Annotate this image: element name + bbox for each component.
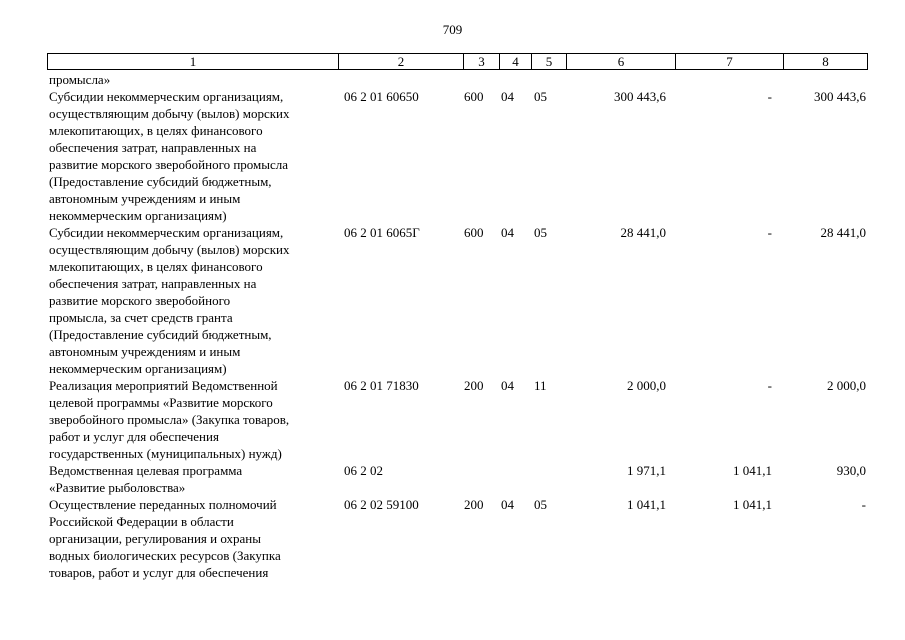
column-header-2: 2 xyxy=(339,54,464,70)
row-col6: 1 971,1 xyxy=(627,463,666,478)
row-col8: 2 000,0 xyxy=(827,378,866,393)
row-name: Субсидии некоммерческим организациям, осуществляющим добычу (вылов) морских млекопитающих, в целях финансового обеспечения затрат, направленных на развитие морского зверобойного промысла (Предоставление субсидий бюджетным, автономным учреждениям и иным некоммерческим организациям) xyxy=(49,89,290,223)
row-rz: 04 xyxy=(501,497,514,512)
row-name: Реализация мероприятий Ведомственной целевой программы «Развитие морского зверобойного промысла» (Закупка товаров, работ и услуг для обеспечения государственных (муниципальных) нужд) xyxy=(49,378,290,461)
table-row xyxy=(48,88,868,224)
column-header-row xyxy=(48,54,868,70)
column-header-3: 3 xyxy=(464,54,500,70)
table-row xyxy=(48,462,868,496)
column-header-1: 1 xyxy=(48,54,339,70)
row-pr: 05 xyxy=(534,225,547,240)
column-header-4: 4 xyxy=(500,54,532,70)
row-col7: - xyxy=(767,378,772,393)
row-vr: 600 xyxy=(464,89,484,104)
row-vr: 200 xyxy=(464,497,484,512)
row-code: 06 2 01 71830 xyxy=(344,378,419,393)
table-row xyxy=(48,496,868,581)
row-name: Ведомственная целевая программа «Развитие рыболовства» xyxy=(49,463,243,495)
table-body xyxy=(48,71,868,581)
column-header-7: 7 xyxy=(676,54,784,70)
row-pr: 11 xyxy=(534,378,547,393)
table-row xyxy=(48,377,868,462)
row-col6: 1 041,1 xyxy=(627,497,666,512)
row-pr: 05 xyxy=(534,497,547,512)
row-rz: 04 xyxy=(501,378,514,393)
row-col7: - xyxy=(767,89,772,104)
row-col8: 28 441,0 xyxy=(820,225,866,240)
row-col8: 300 443,6 xyxy=(814,89,866,104)
row-name: Субсидии некоммерческим организациям, осуществляющим добычу (вылов) морских млекопитающих, в целях финансового обеспечения затрат, направленных на развитие морского зверобойного промысла, за счет средств гранта (Предоставление субсидий бюджетным, автономным учреждениям и иным некоммерческим организациям) xyxy=(49,225,290,376)
page-number: 709 xyxy=(442,22,463,37)
table-row xyxy=(48,71,868,88)
column-header-6: 6 xyxy=(567,54,676,70)
row-vr: 200 xyxy=(464,378,484,393)
row-col7: 1 041,1 xyxy=(733,497,772,512)
row-vr: 600 xyxy=(464,225,484,240)
table-row xyxy=(48,224,868,377)
row-code: 06 2 02 59100 xyxy=(344,497,419,512)
row-code: 06 2 01 6065Г xyxy=(344,225,420,240)
row-name: промысла» xyxy=(49,72,111,87)
row-rz: 04 xyxy=(501,89,514,104)
row-col8: 930,0 xyxy=(836,463,866,478)
row-code: 06 2 02 xyxy=(344,463,383,478)
column-header-table xyxy=(47,53,868,70)
row-name: Осуществление переданных полномочий Российской Федерации в области организации, регулирования и охраны водных биологических ресурсов (Закупка товаров, работ и услуг для обеспечения xyxy=(49,497,281,580)
row-pr: 05 xyxy=(534,89,547,104)
row-col6: 28 441,0 xyxy=(620,225,666,240)
row-col7: 1 041,1 xyxy=(733,463,772,478)
column-header-8: 8 xyxy=(784,54,868,70)
row-col7: - xyxy=(767,225,772,240)
column-header-5: 5 xyxy=(532,54,567,70)
row-col6: 300 443,6 xyxy=(614,89,666,104)
row-code: 06 2 01 60650 xyxy=(344,89,419,104)
row-col6: 2 000,0 xyxy=(627,378,666,393)
row-rz: 04 xyxy=(501,225,514,240)
row-col8: - xyxy=(861,497,866,512)
